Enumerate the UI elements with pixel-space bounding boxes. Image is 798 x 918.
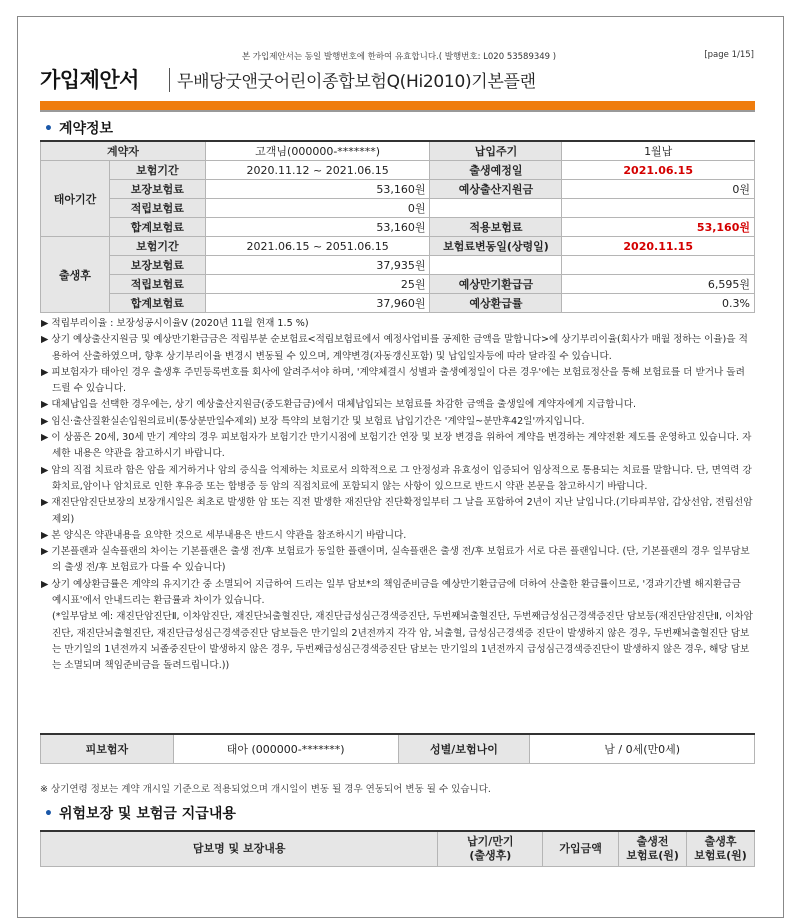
after-row-value2: 6,595원: [562, 275, 755, 294]
table-row: [41, 256, 755, 275]
table-row: [41, 734, 755, 764]
header-accent-bar: [40, 101, 755, 110]
after-row-value: 37,960원: [205, 294, 430, 313]
after-row-value: 25원: [205, 275, 430, 294]
after-row-value2: [562, 256, 755, 275]
contractor-value: 고객님(000000-*******): [205, 141, 430, 161]
after-row-label2: 보험료변동일(상령일): [430, 237, 562, 256]
coverage-table: [40, 830, 755, 867]
contract-section-label: 계약정보: [58, 121, 114, 137]
insured-value: 태아 (000000-*******): [173, 734, 398, 764]
fetal-row-value: 53,160원: [205, 218, 430, 237]
gender-age-label: 성별/보험나이: [398, 734, 530, 764]
coverage-header: 출생후 보험료(원): [687, 831, 755, 867]
contract-info-table: [40, 140, 755, 313]
pay-cycle-value: 1월납: [562, 141, 755, 161]
table-row: [41, 161, 755, 180]
product-name: 무배당굿앤굿어린이종합보험Q(Hi2010)기본플랜: [177, 72, 536, 92]
after-row-label2: 예상환급률: [430, 294, 562, 313]
fetal-row-label: 보험기간: [109, 161, 205, 180]
coverage-section-title: [44, 803, 236, 823]
fetal-row-label2: [430, 199, 562, 218]
fetal-row-label: 적립보험료: [109, 199, 205, 218]
after-row-value: 2021.06.15 ~ 2051.06.15: [205, 237, 430, 256]
fetal-row-value: 0원: [205, 199, 430, 218]
after-row-label2: [430, 256, 562, 275]
premium-change-date-value: 2020.11.15: [562, 237, 755, 256]
header-underline: [40, 110, 755, 112]
note-item: ▶ 임신·출산질환실손입원의료비(통상분만일수제외) 보장 특약의 보험기간 및 보험료 납입기간은 '계약일~분만후42일'까지입니다.: [41, 415, 585, 427]
after-row-label: 적립보험료: [109, 275, 205, 294]
fetal-row-label: 합계보험료: [109, 218, 205, 237]
note-item: ▶ 기본플랜과 실속플랜의 차이는 기본플랜은 출생 전/후 보험료가 동일한 플랜이며, 실속플랜은 출생 전/후 보험료가 서로 다른 플랜입니다. (단, 기본플랜의 경우 일부담보의 출생 전/후 보험료가 다를 수 있습니다): [41, 546, 750, 574]
note-item: ▶ 상기 예상출산지원금 및 예상만기환급금은 적립부분 순보험료<적립보험료에서 예정사업비를 공제한 금액을 말합니다>에 상기부리이율(회사가 매월 정하는 이율)을 적용하여 산출하였으며, 향후 상기부리이율 변경시 변동될 수 있으며, 계약변경(자동갱신포함) 및 납입일자등에 따라 달라질 수 있습니다.: [41, 334, 748, 362]
table-row: [41, 275, 755, 294]
bullet-icon: •: [44, 121, 53, 137]
contractor-label: 계약자: [41, 141, 206, 161]
table-row: [41, 180, 755, 199]
applied-premium-value: 53,160원: [562, 218, 755, 237]
after-row-value2: 0.3%: [562, 294, 755, 313]
after-row-label2: 예상만기환급금: [430, 275, 562, 294]
age-footnote: ※ 상기연령 정보는 계약 개시일 기준으로 적용되었으며 개시일이 변동 될 경우 연동되어 변동 될 수 있습니다.: [40, 784, 491, 795]
gender-age-value: 남 / 0세(만0세): [530, 734, 755, 764]
after-row-value: 37,935원: [205, 256, 430, 275]
insured-info-table: [40, 733, 755, 764]
note-item: ▶ 대체납입을 선택한 경우에는, 상기 예상출산지원금(중도환급금)에서 대체납입되는 보험료를 차감한 금액을 출생일에 계약자에게 지급합니다.: [41, 399, 637, 411]
coverage-section-label: 위험보장 및 보험금 지급내용: [58, 806, 236, 822]
note-item: ▶ 피보험자가 태아인 경우 출생후 주민등록번호를 회사에 알려주셔야 하며, '계약체결시 성별과 출생예정일이 다른 경우'에는 보험료정산을 통해 보험료를 더 받거나 돌려드릴 수 있습니다.: [41, 366, 745, 395]
fetal-row-value2: 0원: [562, 180, 755, 199]
table-row: [41, 141, 755, 161]
after-row-label: 합계보험료: [109, 294, 205, 313]
after-row-label: 보장보험료: [109, 256, 205, 275]
fetal-row-value: 2020.11.12 ~ 2021.06.15: [205, 161, 430, 180]
table-header-row: [41, 831, 755, 867]
note-item: ▶ 재진단암진단보장의 보장개시일은 최초로 발생한 암 또는 직전 발생한 재진단암 진단확정일부터 그 날을 포함하여 2년이 지난 날입니다.(기타피부암, 갑상선암, 전립선암 제외): [41, 497, 753, 525]
after-row-label: 보험기간: [109, 237, 205, 256]
note-item: ▶ 본 양식은 약관내용을 요약한 것으로 세부내용은 반드시 약관을 참조하시기 바랍니다.: [41, 529, 407, 541]
insured-label: 피보험자: [41, 734, 174, 764]
note-subitem: (*일부담보 예: 재진단암진단Ⅱ, 이차암진단, 재진단뇌출혈진단, 재진단급성심근경색증진단, 두번째뇌출혈진단, 두번째급성심근경색증진단 담보등(재진단암진단Ⅱ, 이차암진단, 재진단뇌출혈진단, 재진단급성심근경색증진단 담보들은 만기일의 2년전까지 각각 암, 뇌출혈, 급성심근경색증 진단이 발생하지 않은 경우, 두번째뇌출혈진단 담보는 만기일의 1년전까지 뇌졸중진단이 발생하지 않은 경우, 두번째급성심근경색증진단 담보는 만기일의 1년전까지 급성심근경색증진단이 발생하지 않은 경우, 해당 담보는 소멸되며 책임준비금을 돌려드립니다.)): [52, 611, 753, 672]
note-item: ▶ 암의 직접 치료라 함은 암을 제거하거나 암의 증식을 억제하는 치료로서 의학적으로 그 안정성과 유효성이 입증되어 임상적으로 통용되는 치료를 말합니다. 단, 면역력 강화치료,암이나 암치료로 인한 후유증 또는 합병증 등 암의 직접치료에 포함되지 않는 사항이 있으므로 반드시 약관 본문을 참고하시기 바랍니다.: [41, 464, 752, 492]
due-date-value: 2021.06.15: [562, 161, 755, 180]
fetal-period-label: 태아기간: [41, 161, 110, 237]
after-birth-label: 출생후: [41, 237, 110, 313]
page-number: [page 1/15]: [704, 50, 754, 60]
note-item: ▶ 이 상품은 20세, 30세 만기 계약의 경우 피보험자가 보험기간 만기시점에 보험기간 연장 및 보장 변경을 위하여 계약을 변경하는 계약전환 제도를 운영하고 있습니다. 자세한 내용은 약관을 참고하시기 바랍니다.: [41, 432, 752, 460]
document-title: 가입제안서: [40, 68, 139, 92]
note-item: ▶ 적립부리이율 : 보장성공시이율Ⅴ (2020년 11월 현재 1.5 %): [41, 318, 309, 329]
validity-notice: 본 가입제안서는 동일 발행번호에 한하여 유효합니다.( 발행번호: L020 53589349 ): [241, 52, 557, 62]
fetal-row-label2: 적용보험료: [430, 218, 562, 237]
title-separator: [169, 68, 170, 92]
table-row: [41, 218, 755, 237]
notes-list: [41, 316, 753, 675]
table-row: [41, 237, 755, 256]
pay-cycle-label: 납입주기: [430, 141, 562, 161]
fetal-row-label: 보장보험료: [109, 180, 205, 199]
coverage-header: 출생전 보험료(원): [619, 831, 687, 867]
fetal-row-label2: 예상출산지원금: [430, 180, 562, 199]
table-row: [41, 294, 755, 313]
coverage-header: 가입금액: [543, 831, 619, 867]
coverage-header: 납기/만기 (출생후): [438, 831, 543, 867]
fetal-row-value: 53,160원: [205, 180, 430, 199]
fetal-row-label2: 출생예정일: [430, 161, 562, 180]
fetal-row-value2: [562, 199, 755, 218]
contract-section-title: [44, 118, 113, 138]
table-row: [41, 199, 755, 218]
coverage-header: 담보명 및 보장내용: [41, 831, 438, 867]
bullet-icon: •: [44, 806, 53, 822]
note-item: ▶ 상기 예상환급률은 계약의 유지기간 중 소멸되어 지급하여 드리는 일부 담보*의 책임준비금을 예상만기환급금에 더하여 산출한 환급률이므로, '경과기간별 해지환급금 예시표'에서 안내드리는 환급률과 차이가 있습니다.: [41, 578, 741, 607]
